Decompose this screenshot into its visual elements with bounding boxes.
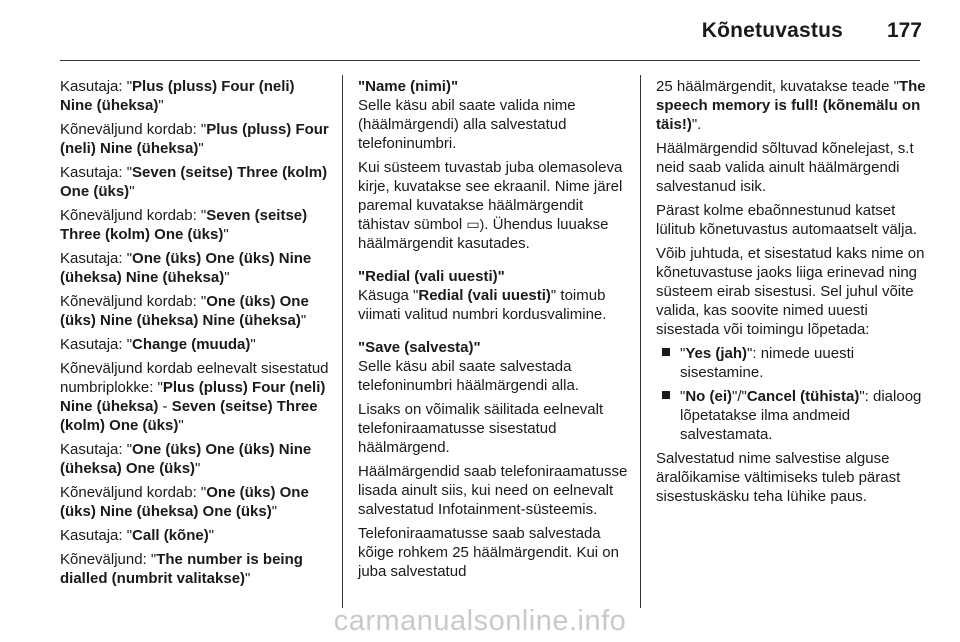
memory-full-paragraph <box>656 77 926 134</box>
dialog-line-bold: One (üks) One (üks) Nine (üheksa) One (üks) <box>60 484 309 520</box>
redial-text-2: " toimub viimati valitud numbri kordusvalimine. <box>358 287 607 323</box>
dialog-line-post: " <box>250 336 256 353</box>
save-text-2: Lisaks on võimalik säilitada eelnevalt telefoniraamatusse sisestatud häälmärgend. <box>358 401 604 456</box>
dialog-line <box>60 206 330 244</box>
name-command-detail <box>358 158 628 253</box>
dialog-line-post: " <box>224 269 230 286</box>
dialog-line-mid: - <box>158 398 172 415</box>
column-divider-2 <box>640 75 641 608</box>
dialog-line-post: " <box>198 140 204 157</box>
name-detail-text-2: . Ühendus luuakse häälmärgendit kasutades. <box>358 216 609 252</box>
save-text-3: Häälmärgendid saab telefoniraamatusse lisada ainult siis, kui need on eelnevalt salvestatud Infotainment-süsteemis. <box>358 463 628 518</box>
name-command-heading: "Name (nimi)" <box>358 78 459 95</box>
dialog-line-post: " <box>129 183 135 200</box>
dialog-line-post: " <box>158 97 164 114</box>
redial-command-block <box>358 267 628 324</box>
dialog-line-post: " <box>223 226 229 243</box>
dialog-line-pre: Kõneväljund kordab: " <box>60 293 207 310</box>
bullet-cancel-bold: Cancel (tühista) <box>746 388 860 405</box>
dialog-line <box>60 249 330 287</box>
column-3 <box>656 77 926 511</box>
bullet-yes <box>656 344 926 382</box>
dialog-line-post: " <box>271 503 278 520</box>
dialog-line-pre: Kasutaja: " <box>60 441 133 458</box>
dialog-line-bold2: Seven (seitse) Three (kolm) One (üks) <box>60 398 318 434</box>
dialog-line-bold: Plus (pluss) Four (neli) Nine (üheksa) <box>60 121 329 157</box>
dialog-line-pre: Kõneväljund kordab eelnevalt sisestatud numbriplokke: " <box>60 360 329 396</box>
bullet-yes-text-1: " <box>680 345 686 362</box>
dialog-line-post: " <box>300 312 307 329</box>
similar-names-paragraph: Võib juhtuda, et sisestatud kaks nime on kõnetuvastuse jaoks liiga erinevad ning süsteem eirab sisestusi. Sel juhul võite valida, kas soovite nimed uuesti sisestada või toimingu lõpetada: <box>656 245 925 338</box>
page-title: Kõnetuvastus <box>701 19 843 42</box>
speaker-dependent-paragraph: Häälmärgendid sõltuvad kõnelejast, s.t neid saab valida ainult häälmärgendi salvestanud isik. <box>656 140 914 195</box>
bullet-square-icon <box>662 348 670 356</box>
dialog-line-bold: Seven (seitse) Three (kolm) One (üks) <box>60 207 308 243</box>
header-divider <box>60 60 920 61</box>
name-detail-text-1: Kui süsteem tuvastab juba olemasoleva kirje, kuvatakse see ekraanil. Nime järel paremal kuvatakse häälmärgendit tähistav sümbol <box>358 159 623 233</box>
redial-command-heading: "Redial (vali uuesti)" <box>358 268 505 285</box>
dialog-line <box>60 163 330 201</box>
column-2 <box>358 77 628 586</box>
dialog-line-pre: Kõneväljund kordab: " <box>60 121 207 138</box>
dialog-line <box>60 440 330 478</box>
failed-attempts-paragraph: Pärast kolme ebaõnnestunud katset lülitub kõnetuvastus automaatselt välja. <box>656 202 917 238</box>
redial-text-1: Käsuga " <box>358 287 419 304</box>
dialog-line <box>60 335 330 354</box>
memory-full-text-2: ". <box>691 116 702 133</box>
bullet-no-text-2: ": dialoog lõpetatakse ilma andmeid salvestamata. <box>680 388 922 443</box>
save-text-4: Telefoniraamatusse saab salvestada kõige rohkem 25 häälmärgendit. Kui on juba salvestatud <box>358 525 619 580</box>
bullet-no-sep: "/" <box>732 388 747 405</box>
bullet-square-icon <box>662 391 670 399</box>
bullet-no-text-1: " <box>680 388 686 405</box>
dialog-line <box>60 292 330 330</box>
dialog-line <box>60 77 330 115</box>
column-1 <box>60 77 330 593</box>
watermark: carmanualsonline.info <box>333 605 627 637</box>
dialog-line <box>60 483 330 521</box>
save-command-block <box>358 338 628 395</box>
name-command-text: Selle käsu abil saate valida nime (häälmärgendi) alla salvestatud telefoninumbri. <box>358 97 576 152</box>
dialog-line-pre: Kasutaja: " <box>60 250 133 267</box>
dialog-line-post: " <box>178 417 184 434</box>
dialog-line-bold: One (üks) One (üks) Nine (üheksa) Nine (üheksa) <box>60 250 312 286</box>
dialog-line-bold: One (üks) One (üks) Nine (üheksa) One (üks) <box>60 441 312 477</box>
dialog-line-post: " <box>245 570 251 587</box>
bullet-yes-bold: Yes (jah) <box>685 345 748 362</box>
dialog-line-pre: Kasutaja: " <box>60 527 133 544</box>
bullet-yes-text-2: ": nimede uuesti sisestamine. <box>680 345 855 381</box>
save-text-1: Selle käsu abil saate salvestada telefoninumbri häälmärgendi alla. <box>358 358 579 394</box>
bullet-no-cancel <box>656 387 926 444</box>
dialog-line-pre: Kasutaja: " <box>60 336 133 353</box>
dialog-line-bold: Call (kõne) <box>132 527 209 544</box>
dialog-line <box>60 359 330 435</box>
dialog-line-bold: One (üks) One (üks) Nine (üheksa) Nine (üheksa) <box>60 293 309 329</box>
dialog-line <box>60 120 330 158</box>
bullet-no-bold: No (ei) <box>685 388 732 405</box>
dialog-line <box>60 526 330 545</box>
dialog-line-post: " <box>208 527 215 544</box>
dialog-line-pre: Kasutaja: " <box>60 164 133 181</box>
dialog-line-pre: Kõneväljund kordab: " <box>60 484 207 501</box>
dialog-line-pre: Kõneväljund: " <box>60 551 157 568</box>
dialog-line <box>60 550 330 588</box>
name-command-block <box>358 77 628 153</box>
dialog-line-bold: Change (muuda) <box>132 336 251 353</box>
memory-full-text-1: 25 häälmärgendit, kuvatakse teade " <box>656 78 899 95</box>
dialog-line-post: " <box>195 460 201 477</box>
dialog-line-bold: The number is being dialled (numbrit valitakse) <box>60 551 303 587</box>
column-divider-1 <box>342 75 343 608</box>
memory-full-bold: The speech memory is full! (kõnemälu on täis!) <box>656 78 926 133</box>
dialog-line-bold: Plus (pluss) Four (neli) Nine (üheksa) <box>60 379 326 415</box>
dialog-line-bold: Plus (pluss) Four (neli) Nine (üheksa) <box>60 78 295 114</box>
page-number: 177 <box>886 19 922 42</box>
dialog-line-pre: Kõneväljund kordab: " <box>60 207 207 224</box>
page-header <box>0 0 960 60</box>
pause-paragraph: Salvestatud nime salvestise alguse äralõikamise vältimiseks tuleb pärast sisestuskäsku teha lühike paus. <box>656 450 901 505</box>
voice-tag-icon: ▭) <box>466 216 485 232</box>
dialog-line-bold: Seven (seitse) Three (kolm) One (üks) <box>60 164 328 200</box>
dialog-line-pre: Kasutaja: " <box>60 78 133 95</box>
save-command-heading: "Save (salvesta)" <box>358 339 481 356</box>
redial-text-bold: Redial (vali uuesti) <box>418 287 551 304</box>
